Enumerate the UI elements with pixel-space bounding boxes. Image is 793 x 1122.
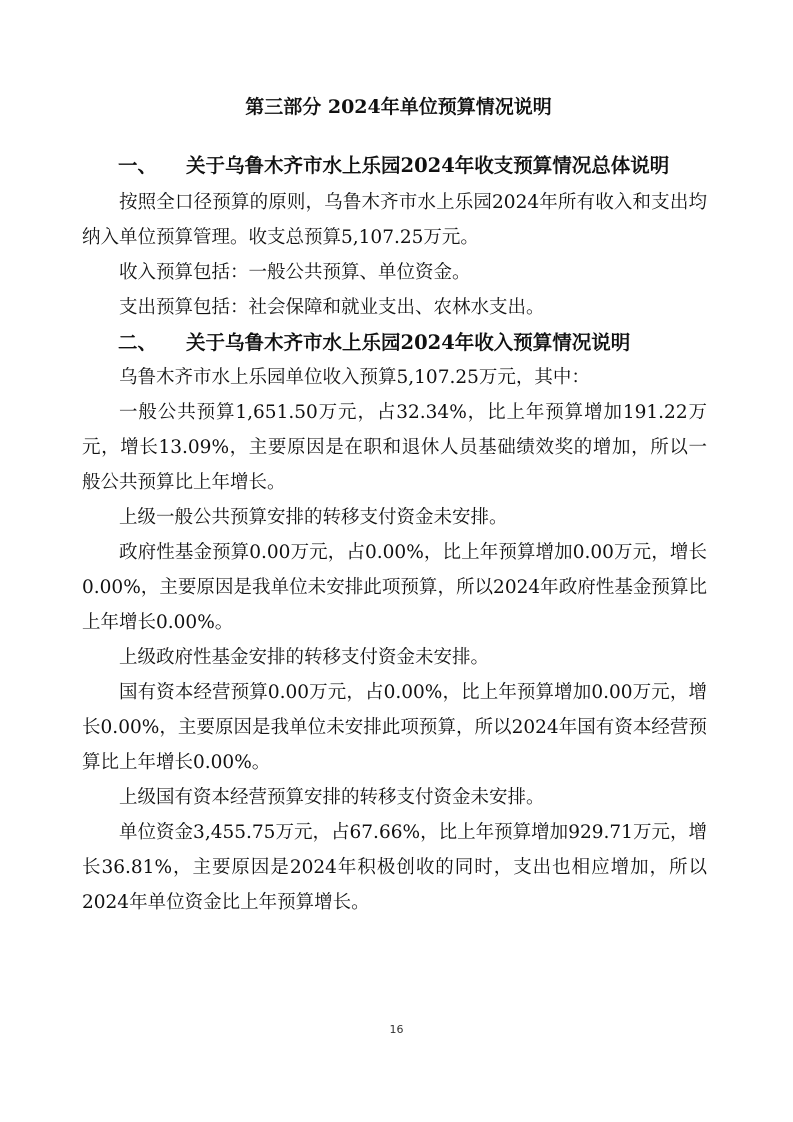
- page-title: 第三部分 2024年单位预算情况说明: [245, 96, 552, 118]
- page-number: 16: [389, 1023, 404, 1036]
- section-2-paragraph-4: 政府性基金预算0.00万元，占0.00%，比上年预算增加0.00万元，增长0.00%，主要原因是我单位未安排此项预算，所以2024年政府性基金预算比上年增长0.00%。: [82, 542, 707, 633]
- section-2-paragraph-8: 单位资金3,455.75万元，占67.66%，比上年预算增加929.71万元，增长36.81%，主要原因是2024年积极创收的同时，支出也相应增加，所以2024年单位资金比上年预算增长。: [82, 822, 707, 913]
- section-2-paragraph-3: 上级一般公共预算安排的转移支付资金未安排。: [119, 507, 508, 528]
- section-1-heading-text: 关于乌鲁木齐市水上乐园2024年收支预算情况总体说明: [186, 154, 670, 177]
- page-content: [82, 92, 707, 920]
- section-2-paragraph-2: 一般公共预算1,651.50万元，占32.34%，比上年预算增加191.22万元，增长13.09%，主要原因是在职和退休人员基础绩效奖的增加，所以一般公共预算比上年增长。: [82, 402, 707, 493]
- section-2-paragraph-7: 上级国有资本经营预算安排的转移支付资金未安排。: [119, 787, 545, 808]
- section-1-paragraph-3: 支出预算包括：社会保障和就业支出、农林水支出。: [119, 297, 545, 318]
- section-2-paragraph-1: 乌鲁木齐市水上乐园单位收入预算5,107.25万元，其中：: [119, 367, 590, 388]
- section-1-paragraph-2: 收入预算包括：一般公共预算、单位资金。: [119, 262, 471, 283]
- section-1-heading: [82, 148, 707, 183]
- section-2-heading-text: 关于乌鲁木齐市水上乐园2024年收入预算情况说明: [186, 331, 631, 354]
- section-1-number: 一、: [118, 154, 158, 177]
- section-2-paragraph-5: 上级政府性基金安排的转移支付资金未安排。: [119, 647, 490, 668]
- section-1-paragraph-1: 按照全口径预算的原则，乌鲁木齐市水上乐园2024年所有收入和支出均纳入单位预算管理。收支总预算5,107.25万元。: [82, 192, 707, 248]
- section-2-paragraph-6: 国有资本经营预算0.00万元，占0.00%，比上年预算增加0.00万元，增长0.00%，主要原因是我单位未安排此项预算，所以2024年国有资本经营预算比上年增长0.00%。: [82, 682, 707, 773]
- section-2-heading: [82, 325, 707, 360]
- section-2-number: 二、: [118, 331, 158, 354]
